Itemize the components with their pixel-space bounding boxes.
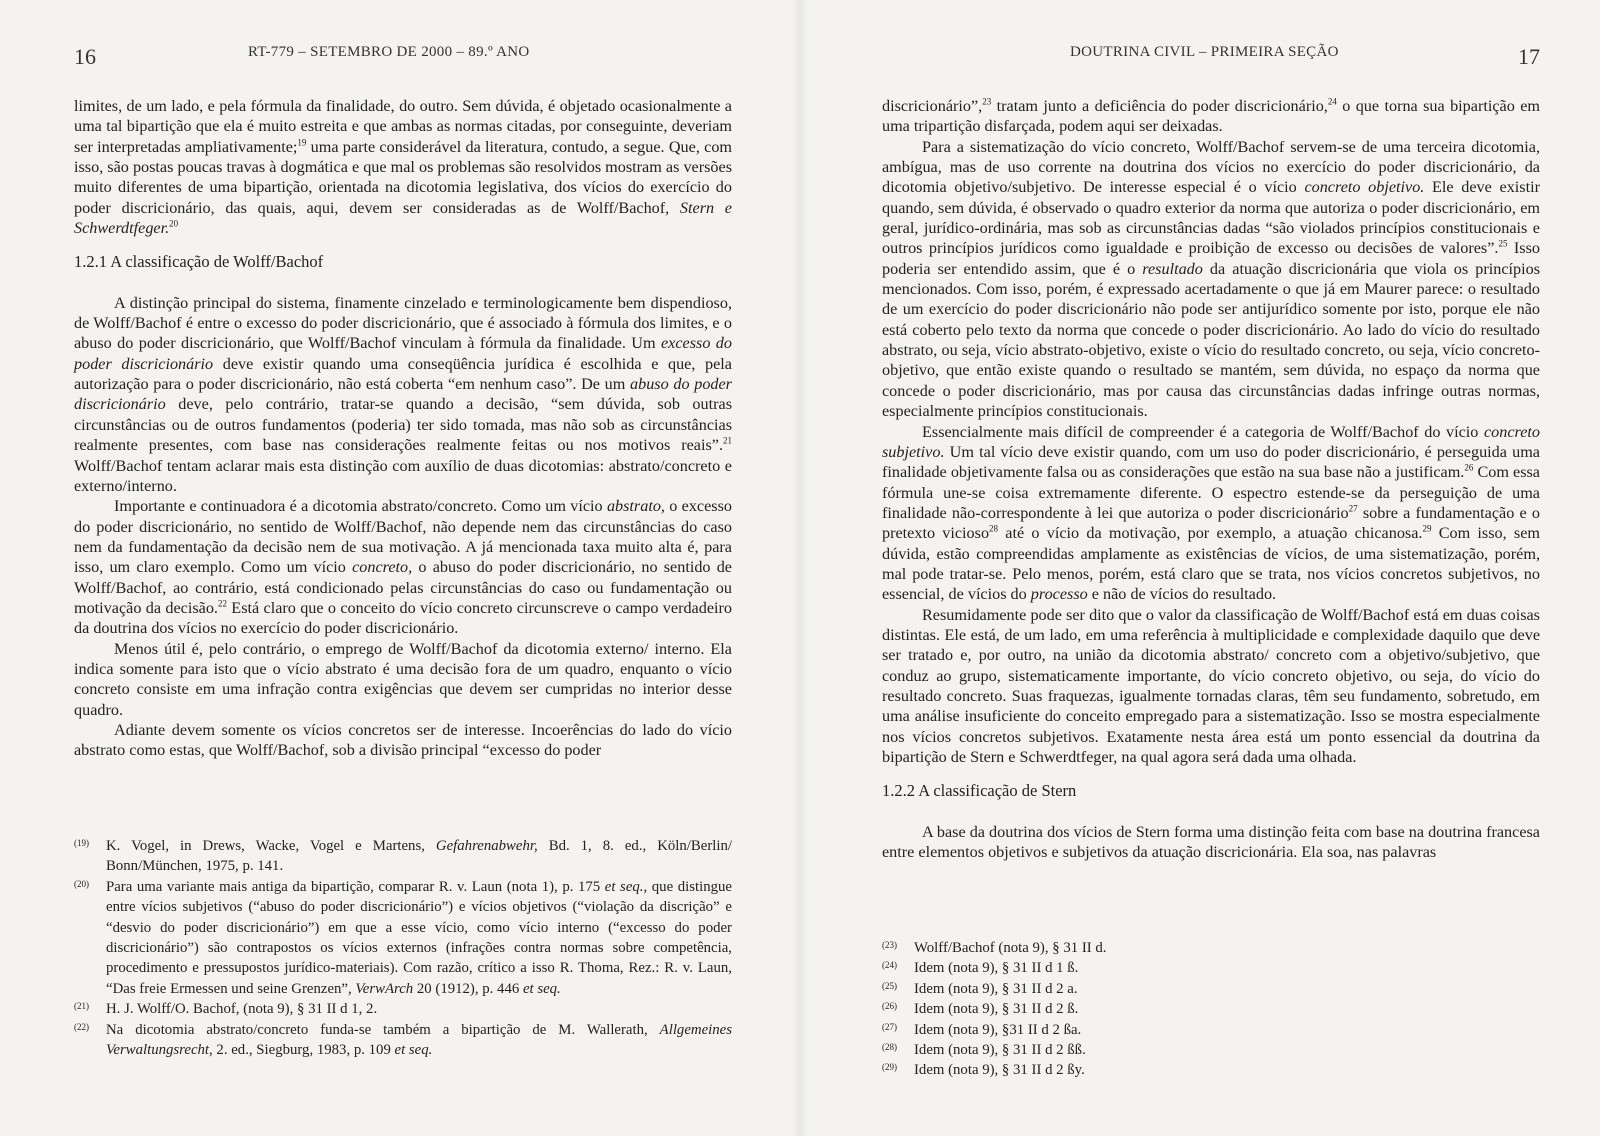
text-run: Essencialmente mais difícil de compreender é a categoria de Wolff/Bachof do vício [922, 422, 1484, 441]
text-run: Ele deve existir quando, sem dúvida, é observado o quadro exterior da norma que autoriza o poder discricionário, em geral, jurídico-ordinária, mas sob as circunstâncias dadas “são violados princípios constitucionais e outros princípios jurídicos como igualdade e proibição de excesso ou decisões de valores”. [882, 178, 1540, 258]
paragraph [882, 822, 1540, 863]
footnote-ref: 27 [1348, 503, 1358, 514]
footnote-ref: 23 [982, 96, 992, 107]
text-run: que distingue entre vícios subjetivos (“abuso do poder discricionário”) e vícios objetivos (“violação da discrição” e “desvio do poder discricionário”) em que a esse vício, como vício interno (“excesso do poder discricionário”) são contrapostos os vícios externos (infrações contra normas sobre competência, procedimento e pressupostos jurídico-materiais). Com razão, crítico a isso R. Thoma, Rez.: R. v. Laun, “Das freie Ermessen und seine Grenzen”, [106, 878, 732, 997]
italic-text: resultado [1142, 259, 1203, 278]
footnote [882, 958, 1540, 978]
footnote-ref: 24 [1327, 96, 1337, 107]
footnote-ref: 25 [1498, 239, 1508, 250]
text-run: Idem (nota 9), § 31 II d 1 ß. [914, 960, 1079, 977]
text-run: Isso poderia ser entendido assim, que é o [882, 239, 1540, 278]
text-run: Resumidamente pode ser dito que o valor da classificação de Wolff/Bachof está em duas coisas distintas. Ele está, de um lado, em uma referência à multiplicidade e complexidade daquilo que deve ser tratado e, por outro, na união da dicotomia abstrato/ concreto com a objetivo/subjetivo, que conduz ao grupo, sistematicamente importante, do vício concreto objetivo, ou seja, do vício do resultado concreto. Suas fraquezas, igualmente tornadas claras, têm seu fundamento, sobretudo, em uma análise insuficiente do conceito empregado para a sistematização. Isso se mostra especialmente nos vícios concretos subjetivos. Exatamente nesta área está um ponto essencial da doutrina da bipartição de Stern e Schwerdtfeger, na qual agora será dada uma olhada. [882, 605, 1540, 766]
text-run: o abuso do poder discricionário, no sentido de Wolff/Bachof, ao contrário, está condicionado pelas circunstâncias do caso ou fundamentação ou motivação da decisão. [74, 558, 732, 617]
page-number: 17 [1518, 44, 1540, 69]
italic-text: Allgemeines Verwaltungsrecht, [106, 1021, 732, 1059]
text-run: 1.2.2 A classificação de Stern [882, 781, 1077, 801]
text-run: o excesso do poder discricionário, no sentido de Wolff/Bachof, não depende nem das circunstâncias do caso nem da fundamentação da decisão nem de sua motivação. A já mencionada taxa muito alta é, para isso, um claro exemplo. Como um vício [74, 497, 732, 577]
paragraph [74, 96, 732, 238]
footnote-ref: 22 [217, 598, 227, 609]
footnote-ref: 20 [169, 218, 179, 229]
section-heading [74, 238, 732, 292]
text-run: A distinção principal do sistema, finamente cinzelado e terminologicamente bem dispendioso, de Wolff/Bachof é entre o excesso do poder discricionário, que é associado à fórmula dos limites, e o abuso do poder discricionário, que Wolff/Bachof vinculam à fórmula da finalidade. Um [74, 293, 732, 353]
paragraph [74, 496, 732, 638]
italic-text: processo [1030, 585, 1088, 604]
footnote-mark: (22) [74, 1021, 89, 1032]
text-run: Na dicotomia abstrato/concreto funda-se também a bipartição de M. Wallerath, [106, 1021, 660, 1038]
paragraph [882, 137, 1540, 422]
footnote [882, 1060, 1540, 1080]
footnote [882, 938, 1540, 958]
footnote-text [914, 1040, 1540, 1060]
italic-text: Stern e Schwerdtfeger. [74, 198, 732, 238]
italic-text: VerwArch [355, 980, 414, 997]
text-run: Idem (nota 9), § 31 II d 2 ß. [914, 1001, 1079, 1018]
italic-text: et seq. [394, 1042, 433, 1059]
footnote [882, 999, 1540, 1019]
text-run: Importante e continuadora é a dicotomia abstrato/concreto. Como um vício [114, 497, 607, 516]
italic-text: concreto objetivo. [1304, 178, 1425, 197]
text-run: Idem (nota 9), § 31 II d 2 a. [914, 980, 1078, 997]
text-run: uma parte considerável da literatura, contudo, a segue. Que, com isso, são postas poucas travas à dogmática e que mal os problemas são resolvidos mostram as versões muito diferentes de uma bipartição, orientada na dicotomia legislativa, dos vícios do exercício do poder discricionário, das quais, aqui, devem ser consideradas as de Wolff/Bachof, [74, 137, 733, 217]
paragraph [74, 720, 732, 761]
footnote-mark: (19) [74, 838, 89, 848]
footnote-mark: (21) [74, 1001, 89, 1012]
footnote-text [106, 999, 732, 1019]
text-run: Idem (nota 9), § 31 II d 2 ßy. [914, 1062, 1085, 1079]
text-run: Menos útil é, pelo contrário, o emprego de Wolff/Bachof da dicotomia externo/ interno. Ela indica somente para isto que o vício abstrato é uma decisão fora de um quadro, enquanto o vício concreto consiste em uma infração contra exigências que devem ser cumpridas no interior desse quadro. [74, 639, 732, 719]
footnote-text [914, 999, 1540, 1019]
section-heading [882, 767, 1540, 821]
text-run: 2. ed., Siegburg, 1983, p. 109 [212, 1042, 395, 1059]
footnote-text [106, 877, 732, 999]
running-head: RT-779 – SETEMBRO DE 2000 – 89.º ANO [248, 44, 530, 60]
footnote [882, 1040, 1540, 1060]
footnote-ref: 21 [723, 435, 732, 446]
footnote [882, 979, 1540, 999]
footnote [74, 999, 732, 1019]
text-run: tratam junto a deficiência do poder discricionário, [991, 97, 1328, 115]
italic-text: abuso do poder discricionário [74, 375, 732, 414]
right-page [800, 0, 1600, 1136]
body-text [74, 96, 732, 761]
text-run: 1.2.1 A classificação de Wolff/Bachof [74, 252, 324, 272]
footnote-mark: (26) [882, 1001, 897, 1012]
footnote-text [914, 1060, 1540, 1080]
text-run: sobre a fundamentação e o pretexto vicioso [882, 503, 1540, 543]
italic-text: et seq. [522, 980, 561, 997]
text-run: Idem (nota 9), §31 II d 2 ßa. [914, 1021, 1082, 1038]
text-run: A base da doutrina dos vícios de Stern forma uma distinção feita com base na doutrina francesa entre elementos objetivos e subjetivos da atuação discricionária. Ela soa, nas palavras [882, 822, 1540, 862]
text-run: Um tal vício deve existir quando, com um uso do poder discricionário, é perseguida uma finalidade objetivamente falsa ou as considerações que estão na sua base não a justificam. [882, 442, 1540, 482]
italic-text: concreto, [352, 558, 413, 577]
italic-text: Gefahrenabwehr, [435, 838, 538, 854]
text-run: até o vício da motivação, por exemplo, a atuação chicanosa. [998, 524, 1423, 543]
footnote-ref: 19 [297, 137, 307, 148]
footnote-text [914, 938, 1540, 958]
footnote-text [914, 1020, 1540, 1040]
italic-text: et seq., [604, 878, 648, 895]
page-number: 16 [74, 44, 96, 69]
footnote-mark: (29) [882, 1062, 897, 1073]
text-run: Wolff/Bachof tentam aclarar mais esta distinção com auxílio de duas dicotomias: abstrato/concreto e externo/interno. [74, 456, 732, 495]
footnote-ref: 29 [1422, 523, 1432, 534]
text-run: Bd. 1, 8. ed., Köln/Berlin/ Bonn/München, 1975, p. 141. [106, 838, 732, 875]
text-run: 20 (1912), p. 446 [413, 980, 523, 997]
text-run: discricionário”, [882, 97, 983, 115]
text-run: da atuação discricionária que viola os princípios mencionados. Com isso, porém, é expressado acertadamente o que já em Maurer parece: o resultado de um exercício do poder discricionário não pode ser antijurídico somente por isto, porque ele não está coberto pelo texto da norma que concede o poder discricionário. Ao lado do vício do resultado abstrato, ou seja, vício abstrato-objetivo, existe o vício do resultado concreto, ou seja, vício concreto-objetivo, que então existe quando o resultado se mantém, sem dúvida, no espaço da norma que concede o poder discricionário, mas por causa das circunstâncias dadas infringe outras normas, especialmente princípios constitucionais. [882, 259, 1540, 421]
footnote-mark: (28) [882, 1042, 897, 1053]
footnote [74, 1020, 732, 1061]
text-run: Para a sistematização do vício concreto, Wolff/Bachof servem-se de uma terceira dicotomia, ambígua, mas de uso corrente na doutrina dos vícios no exercício do poder discricionário, da dicotomia objetivo/subjetivo. De interesse especial é o vício [882, 137, 1540, 197]
footnotes [882, 938, 1540, 1081]
running-head: DOUTRINA CIVIL – PRIMEIRA SEÇÃO [1070, 44, 1339, 60]
text-run: Wolff/Bachof (nota 9), § 31 II d. [914, 940, 1107, 956]
text-run: deve existir quando uma conseqüência jurídica é escolhida e que, pela autorização para o poder discricionário, não está coberta “em nenhum caso”. De um [74, 354, 732, 394]
text-run: Para uma variante mais antiga da bipartição, comparar R. v. Laun (nota 1), p. 175 [106, 878, 605, 895]
footnote [74, 836, 732, 877]
footnote-text [914, 979, 1540, 999]
paragraph [74, 293, 732, 496]
text-run: o que torna sua bipartição em uma tripartição disfarçada, podem aqui ser deixadas. [882, 97, 1540, 136]
italic-text: abstrato, [606, 497, 665, 516]
footnote-ref: 26 [1464, 462, 1474, 473]
text-run: Com essa fórmula une-se coisa extremamente diferente. O espectro estende-se da perseguição de uma finalidade não-correspondente à lei que autoriza o poder discricionário [882, 463, 1540, 522]
text-run: K. Vogel, in Drews, Wacke, Vogel e Martens, [106, 838, 436, 854]
footnote [74, 877, 732, 999]
text-run: limites, de um lado, e pela fórmula da finalidade, do outro. Sem dúvida, é objetado ocasionalmente a uma tal bipartição que ela é muito estreita e que ambas as normas citadas, por conseguinte, deveriam ser interpretadas ampliativamente; [74, 97, 732, 156]
paragraph [74, 639, 732, 720]
footnote-ref: 28 [989, 523, 999, 534]
paragraph [882, 422, 1540, 605]
italic-text: concreto subjetivo. [882, 422, 1540, 461]
body-text [882, 96, 1540, 862]
footnote-mark: (20) [74, 878, 89, 889]
footnote-mark: (25) [882, 980, 897, 991]
footnote [882, 1020, 1540, 1040]
footnote-text [914, 958, 1540, 978]
footnotes [74, 836, 732, 1060]
paragraph [882, 605, 1540, 768]
text-run: Está claro que o conceito do vício concreto circunscreve o campo verdadeiro da doutrina dos vícios no exercício do poder discricionário. [74, 598, 733, 638]
text-run: Adiante devem somente os vícios concretos ser de interesse. Incoerências do lado do vício abstrato como estas, que Wolff/Bachof, sob a divisão principal “excesso do poder [74, 720, 732, 760]
italic-text: excesso do poder discricionário [74, 334, 732, 373]
footnote-text [106, 836, 732, 877]
footnote-text [106, 1020, 732, 1061]
text-run: e não de vícios do resultado. [1087, 585, 1277, 604]
text-run: Com isso, sem dúvida, estão compreendidas amplamente as existências de vícios, de uma sistematização, porém, mal pode tratar-se. Pelo menos, porém, está claro que se trata, nos vícios concretos subjetivos, no essencial, de vícios do [882, 524, 1540, 604]
text-run: Idem (nota 9), § 31 II d 2 ßß. [914, 1042, 1086, 1059]
paragraph [882, 96, 1540, 137]
footnote-mark: (23) [882, 940, 897, 950]
text-run: deve, pelo contrário, tratar-se quando a decisão, “sem dúvida, sob outras circunstâncias ou de outros fundamentos (poderia) ter sido tomada, mas não sob as circunstâncias realmente presentes, com base nas considerações realmente feitas ou nos motivos reais”. [74, 395, 732, 455]
footnote-mark: (24) [882, 960, 897, 971]
text-run: H. J. Wolff/O. Bachof, (nota 9), § 31 II d 1, 2. [106, 1001, 378, 1018]
footnote-mark: (27) [882, 1021, 897, 1032]
